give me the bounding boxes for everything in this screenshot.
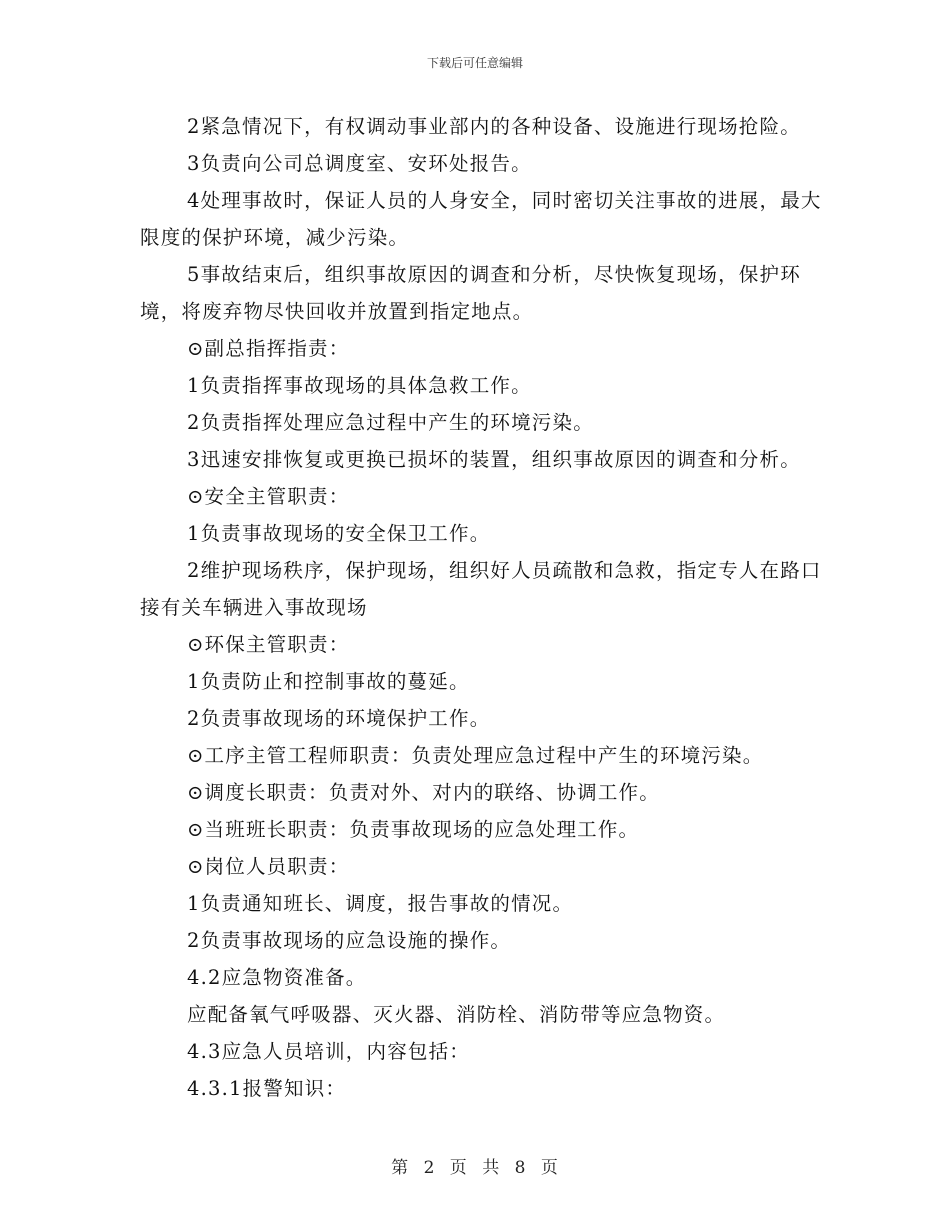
paragraph: 2负责事故现场的环境保护工作。 [187, 707, 491, 730]
subsection-heading: 4.3.1报警知识： [187, 1077, 347, 1100]
paragraph: 3负责向公司总调度室、安环处报告。 [187, 152, 532, 175]
section-heading: ⊙当班班长职责：负责事故现场的应急处理工作。 [187, 818, 640, 841]
footer-total-pages: 8 [514, 1158, 527, 1178]
paragraph: 1负责防止和控制事故的蔓延。 [187, 670, 470, 693]
section-heading: ⊙调度长职责：负责对外、对内的联络、协调工作。 [187, 781, 660, 804]
paragraph: 2紧急情况下，有权调动事业部内的各种设备、设施进行现场抢险。 [187, 115, 801, 138]
paragraph: 3迅速安排恢复或更换已损坏的装置，组织事故原因的调查和分析。 [187, 448, 801, 471]
footer-total-word: 共 [482, 1158, 501, 1178]
section-heading: ⊙岗位人员职责： [187, 855, 350, 878]
paragraph: 5事故结束后，组织事故原因的调查和分析，尽快恢复现场，保护环境，将废弃物尽快回收并放置到指定地点。 [140, 263, 801, 323]
section-heading: ⊙副总指挥指责： [187, 337, 350, 360]
subsection-heading: 4.3应急人员培训，内容包括： [187, 1040, 471, 1063]
paragraph: 应配备氧气呼吸器、灭火器、消防栓、消防带等应急物资。 [187, 1003, 726, 1026]
section-heading: ⊙环保主管职责： [187, 633, 350, 656]
section-heading: ⊙工序主管工程师职责：负责处理应急过程中产生的环境污染。 [187, 744, 764, 767]
paragraph: 1负责事故现场的安全保卫工作。 [187, 522, 491, 545]
document-body [140, 108, 830, 1107]
page-footer [0, 1153, 950, 1178]
page-header: 下载后可任意编辑 [426, 56, 523, 70]
paragraph: 4处理事故时，保证人员的人身安全，同时密切关注事故的进展，最大限度的保护环境，减少污染。 [140, 189, 822, 249]
footer-current-page: 2 [423, 1158, 436, 1178]
section-heading: ⊙安全主管职责： [187, 485, 350, 508]
paragraph: 2负责指挥处理应急过程中产生的环境污染。 [187, 411, 594, 434]
paragraph: 1负责通知班长、调度，报告事故的情况。 [187, 892, 574, 915]
paragraph: 1负责指挥事故现场的具体急救工作。 [187, 374, 532, 397]
paragraph: 2负责事故现场的应急设施的操作。 [187, 929, 512, 952]
footer-prefix: 第 [391, 1158, 410, 1178]
footer-page-word: 页 [449, 1158, 468, 1178]
subsection-heading: 4.2应急物资准备。 [187, 966, 367, 989]
paragraph: 2维护现场秩序，保护现场，组织好人员疏散和急救，指定专人在路口接有关车辆进入事故现场 [140, 559, 822, 619]
footer-page-word-2: 页 [540, 1158, 559, 1178]
